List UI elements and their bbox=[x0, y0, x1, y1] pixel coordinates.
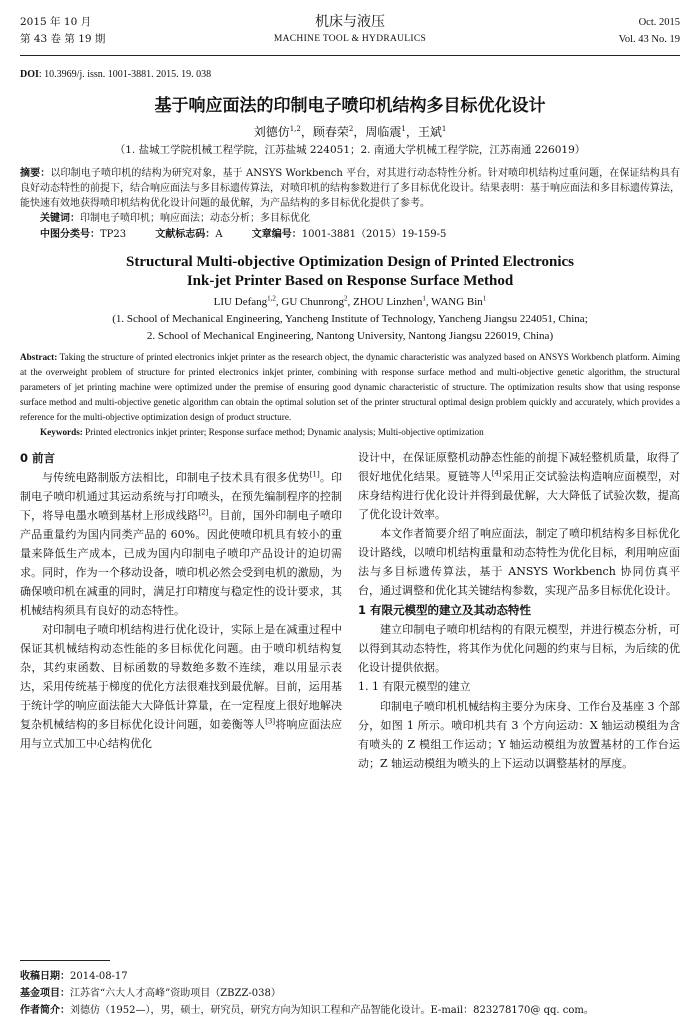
abstract-en bbox=[20, 350, 680, 425]
title-cn: 基于响应面法的印制电子喷印机结构多目标优化设计 bbox=[154, 96, 546, 116]
keywords-text-en: Printed electronics inkjet printer; Response surface method; Dynamic analysis; Multi-objective optimization bbox=[82, 427, 484, 437]
fund-project bbox=[20, 985, 680, 1002]
article-number bbox=[252, 229, 447, 240]
author-bio bbox=[20, 1002, 680, 1019]
paragraph-text: 。目前，国外印制电子喷印产品重量约为国内同类产品的 60%。因此使喷印机具有较小的重量来降低生产成本，已成为国内印制电子喷印产品设计的迫切需求。同时，作为一个移动设备，喷印机必然会受到电机的激励，为确保喷印机在减重的同时，满足打印精度与稳定性的设计要求，其机械结构须具有良好的动态特性。 bbox=[20, 509, 343, 617]
abstract-label-en: Abstract: bbox=[20, 352, 58, 362]
keywords-en bbox=[20, 425, 680, 440]
received-label: 收稿日期： bbox=[20, 971, 70, 982]
keywords-text: 印制电子喷印机；响应面法；动态分析；多目标优化 bbox=[80, 213, 310, 224]
doi-value[interactable]: : 10.3969/j. issn. 1001-3881. 2015. 19. 038 bbox=[38, 69, 212, 80]
author-name-en: , WANG Bin bbox=[425, 296, 483, 308]
author-name: ，王斌 bbox=[405, 125, 442, 139]
author-name-en: LIU Defang bbox=[213, 296, 268, 308]
author-affil-mark: 1 bbox=[441, 125, 447, 133]
body-columns bbox=[20, 448, 680, 818]
author-affil-mark: 1 bbox=[482, 294, 487, 303]
citation-ref[interactable]: [3] bbox=[265, 717, 276, 726]
classification-row bbox=[20, 227, 680, 243]
paragraph bbox=[358, 448, 680, 524]
received-value: 2014-08-17 bbox=[70, 971, 128, 982]
clc-label: 中图分类号： bbox=[40, 229, 100, 240]
abstract-text-en: Taking the structure of printed electronics inkjet printer as the research object, the dynamic characteristic was analyzed based on ANSYS Workbench platform. Aiming at the overweight problem of structure for printed electronics inkjet printer, combining with response surface method and multi-objective genetic algorithm, the structural parameters of jet printing machine were optimized under the premise of ensuring good dynamic characteristic of structure. The optimization results show that using response surface method and multi-objective genetic algorithm can obtain the optimal solution set of the printer structural optimal design problem quickly and accurately, which provides a reference for the multi-objective optimization design of product structure. bbox=[20, 352, 680, 422]
issue-date-en bbox=[619, 14, 680, 48]
keywords-label: 关键词： bbox=[40, 213, 80, 224]
author-affil-mark: 2 bbox=[344, 294, 348, 303]
abstract-text: 以印制电子喷印机的结构为研究对象，基于 ANSYS Workbench 平台，对其进行动态特性分析。针对喷印机结构过重问题，在保证结构具有良好动态特性的前提下，结合响应面法与多目标遗传算法，对喷印机的结构参数进行了多目标优化设计。结果表明：基于响应面法和多目标遗传算法，能快速有效地获得喷印机结构优化设计问题的最优解，为产品结构的多目标优化提供了参考。 bbox=[20, 168, 681, 209]
footnotes bbox=[20, 968, 680, 1019]
volume-number-cn: 第 43 卷 第 19 期 bbox=[20, 33, 106, 45]
paragraph-text: 将响应面法应用与立式加工中心结构优化 bbox=[20, 718, 342, 750]
author-affil-mark: 1,2 bbox=[289, 125, 301, 133]
authors-cn bbox=[20, 122, 680, 142]
body-column-right bbox=[358, 448, 680, 773]
header-rule bbox=[20, 55, 680, 56]
author-name-en: , GU Chunrong bbox=[275, 296, 345, 308]
paragraph bbox=[20, 468, 342, 620]
fund-value: 江苏省“六大人才高峰”资助项目（ZBZZ-038） bbox=[70, 988, 281, 999]
keywords-label-en: Keywords: bbox=[40, 427, 83, 437]
received-date bbox=[20, 968, 680, 985]
clc-value: TP23 bbox=[100, 229, 127, 240]
paragraph-text: 设计中，在保证原整机动静态性能的前提下减轻整机质量，取得了很好地优化结果。夏链等人 bbox=[358, 451, 680, 483]
paragraph-text: 对印制电子喷印机结构进行优化设计，实际上是在减重过程中保证其机械结构动态性能的多目标优化问题。由于喷印机结构复杂，其约束函数、目标函数的导数绝多数不连续，难以用显示表达，采用传统基于梯度的优化方法很难找到最优解。目前，运用基于统计学的响应面法能大大降低计算量，在一定程度上很好地解决复杂机械结构的多目标优化设计问题，如姜衡等人 bbox=[20, 623, 342, 731]
journal-name-en: MACHINE TOOL & HYDRAULICS bbox=[273, 34, 427, 44]
issue-month-en: Oct. 2015 bbox=[638, 17, 680, 28]
doi-label: DOI bbox=[20, 69, 39, 80]
author-affil-mark: 1,2 bbox=[267, 294, 276, 303]
paragraph-text: 。印制电子喷印机通过其运动系统与打印喷头，在预先编制程序的控制下，将导电墨水喷到基材上形成线路 bbox=[20, 471, 343, 522]
paragraph: 建立印制电子喷印机结构的有限元模型，并进行模态分析，可以得到其动态特性，将其作为优化问题的约束与目标，为后续的优化设计提供依据。 bbox=[358, 623, 680, 674]
author-name: ，顾春荣 bbox=[300, 125, 349, 139]
document-code bbox=[155, 229, 222, 240]
authors-en bbox=[20, 294, 680, 311]
issue-month: 2015 年 10 月 bbox=[20, 16, 92, 28]
bio-label: 作者简介： bbox=[20, 1005, 70, 1016]
citation-ref[interactable]: [2] bbox=[198, 508, 209, 517]
author-affil-mark: 1 bbox=[422, 294, 426, 303]
title-en-line: Structural Multi-objective Optimization Design of Printed Electronics bbox=[126, 254, 574, 270]
doc-code-value: A bbox=[215, 229, 223, 240]
author-name: 刘德仿 bbox=[253, 125, 290, 139]
journal-name bbox=[20, 12, 680, 47]
article-number-value: 1001-3881（2015）19-159-5 bbox=[301, 229, 447, 240]
author-name-en: , ZHOU Linzhen bbox=[347, 296, 423, 308]
author-affil-mark: 1 bbox=[401, 125, 406, 133]
author-affil-mark: 2 bbox=[348, 125, 354, 133]
title-en bbox=[20, 253, 680, 291]
author-name: ，周临震 bbox=[353, 125, 402, 139]
subsection-heading: 1. 1 有限元模型的建立 bbox=[358, 680, 471, 693]
paragraph: 印制电子喷印机机械结构主要分为床身、工作台及基座 3 个部分，如图 1 所示。喷印机共有 3 个方向运动：X 轴运动模组为含有喷头的 Z 模组工作运动；Y 轴运动模组为放置基材的工作台运动；Z 轴运动模组为喷头的上下运动以调整基材的厚度。 bbox=[358, 700, 680, 770]
section-heading: 1 有限元模型的建立及其动态特性 bbox=[358, 603, 532, 617]
affiliation-line: (1. School of Mechanical Engineering, Yancheng Institute of Technology, Yancheng Jiangsu 224051, China; bbox=[112, 313, 588, 325]
affiliations-cn: （1. 盐城工学院机械工程学院，江苏盐城 224051；2. 南通大学机械工程学院，江苏南通 226019） bbox=[114, 144, 586, 156]
bio-value[interactable]: 刘德仿（1952—），男，硕士，研究员，研究方向为知识工程和产品智能化设计。E-mail：823278170@ qq. com。 bbox=[70, 1005, 594, 1016]
running-header bbox=[20, 0, 680, 56]
section-heading: 0 前言 bbox=[20, 451, 56, 465]
affiliations-en bbox=[20, 311, 680, 345]
title-en-line: Ink-jet Printer Based on Response Surface Method bbox=[186, 273, 514, 289]
citation-ref[interactable]: [1] bbox=[309, 470, 320, 479]
paragraph: 本文作者简要介绍了响应面法，制定了喷印机结构多目标优化设计路线，以喷印机结构重量和动态特性为优化目标，利用响应面法与多目标遗传算法，基于 ANSYS Workbench 协同仿真平台，通过调整和优化其关键结构参数，实现产品多目标优化设计。 bbox=[358, 527, 680, 597]
fund-label: 基金项目： bbox=[20, 988, 70, 999]
paragraph-text: 与传统电路制版方法相比，印制电子技术具有很多优势 bbox=[42, 471, 310, 484]
journal-name-cn: 机床与液压 bbox=[315, 14, 385, 30]
paragraph bbox=[20, 620, 342, 753]
article-page bbox=[20, 0, 680, 818]
paragraph-text: 采用正交试验法构造响应面模型，对床身结构进行优化设计并得到最优解，大大降低了试验次数，提高了优化设计效率。 bbox=[358, 470, 681, 521]
body-column-left bbox=[20, 448, 342, 753]
keywords-cn bbox=[20, 211, 680, 227]
abstract-cn bbox=[20, 166, 680, 211]
abstract-label: 摘要： bbox=[20, 168, 51, 179]
volume-number-en: Vol. 43 No. 19 bbox=[618, 34, 680, 45]
citation-ref[interactable]: [4] bbox=[491, 469, 502, 478]
article-number-label: 文章编号： bbox=[251, 229, 302, 240]
clc-number bbox=[40, 229, 126, 240]
doi-line bbox=[20, 68, 680, 82]
doc-code-label: 文献标志码： bbox=[155, 229, 216, 240]
affiliation-line: 2. School of Mechanical Engineering, Nantong University, Nantong Jiangsu 226019, China) bbox=[146, 330, 554, 342]
footnote-rule bbox=[20, 960, 110, 961]
